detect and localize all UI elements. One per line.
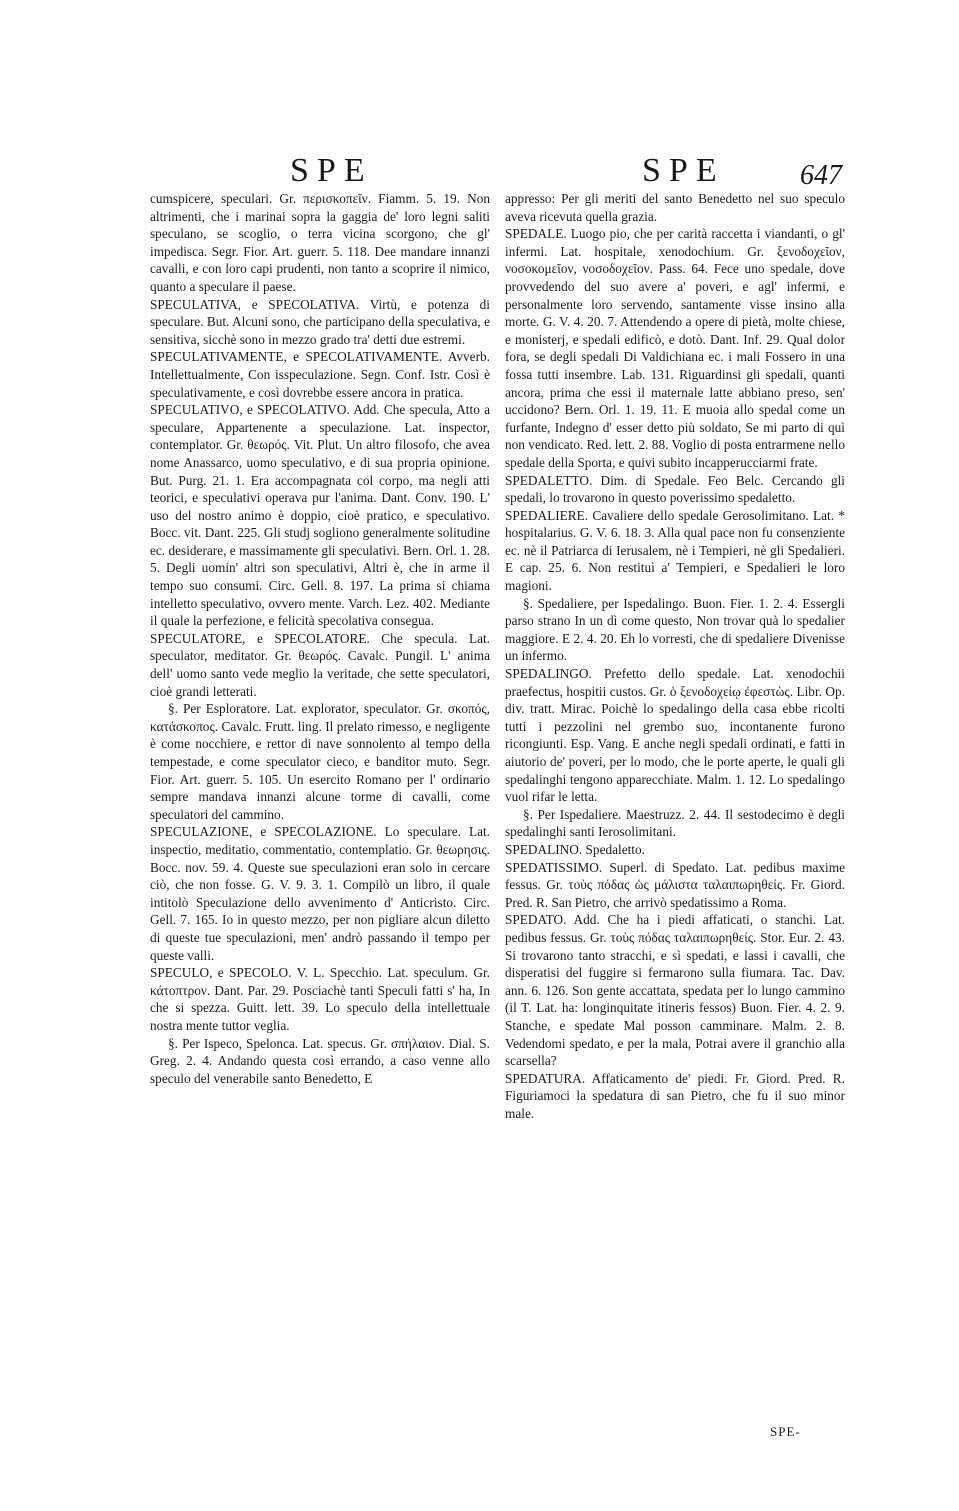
entry-spedatura: SPEDATURA. Affaticamento de' piedi. Fr. Giord. Pred. R. Figuriamoci la spedatura di san Pietro, che fu il suo minor male. xyxy=(505,1070,845,1121)
catchword: SPE- xyxy=(770,1424,801,1439)
entry-spedalingo: SPEDALINGO. Prefetto dello spedale. Lat. xenodochii praefectus, hospitii custos. Gr. ὁ ξενοδοχείῳ ἐφεστὼς. Libr. Op. div. tratt. Mirac. Poichè lo spedalingo della casa ebbe ricolti tutti i pezzolini nel grembo suo, incontanente furono ricongiunti. Esp. Vang. E anche negli spedali ordinati, e fatti in aiutorio de' poveri, per lo modo, che le porte aperte, le quali gli spedalinghi tengono apparecchiate. Malm. 1. 12. Lo spedalingo vuol rifar le letta. xyxy=(505,666,845,805)
entry-spedaletto: SPEDALETTO. Dim. di Spedale. Feo Belc. Cercando gli spedali, lo trovarono in questo poverissimo spedaletto. xyxy=(505,472,845,506)
entry-spedalingo-sense: §. Per Ispedaliere. Maestruzz. 2. 44. Il sestodecimo è degli spedalinghi santi Ierosolimitani. xyxy=(505,806,845,840)
entry-spedale: SPEDALE. Luogo pio, che per carità raccetta i viandanti, o gl' infermi. Lat. hospitale, xenodochium. Gr. ξενοδοχεῖον, νοσοκομεῖον, νοσοδοχεῖον. Pass. 64. Fece uno spedale, dove provvedendo del suo avere a' poveri, e agl' infermi, e personalmente loro servendo, santamente visse insino alla morte. G. V. 4. 20. 7. Attendendo a opere di pietà, molte chiese, e monisterj, e spedali edificò, e dotò. Dant. Inf. 29. Qual dolor fora, se degli spedali Di Valdichiana ec. i mali Fossero in una fossa tutti insembre. Lab. 131. Riguardinsi gli spedali, quanti ancora, prima che essi il maternale latte abbiano preso, sen' uccidono? Bern. Orl. 1. 19. 11. E muoia allo spedal come un furfante, Indegno d' esser detto più soldato, Se mi parto di quì non vendicato. Red. lett. 2. 88. Voglio di posta entrarmene nello spedale della Sporta, e quivi subito incapperucciarmi frate. xyxy=(505,226,845,470)
entry-spedatissimo: SPEDATISSIMO. Superl. di Spedato. Lat. pedibus maxime fessus. Gr. τοὺς πόδας ὡς μάλιστα ταλαιπωρηθείς. Fr. Giord. Pred. R. San Pietro, che arrivò spedatissimo a Roma. xyxy=(505,859,845,910)
entry-spedaliere-sense: §. Spedaliere, per Ispedalingo. Buon. Fier. 1. 2. 4. Essergli parso strano In un dì come questo, Non trovar quà lo spedalier maggiore. E 2. 4. 20. Eh lo vorresti, che di spedaliere Divenisse un infermo. xyxy=(505,595,845,664)
entry-continuation-right: appresso: Per gli meriti del santo Benedetto nel suo speculo aveva ricevuta quella grazia. xyxy=(505,191,845,224)
right-running-head: SPE xyxy=(642,152,725,189)
entry-speculazione: SPECULAZIONE, e SPECOLAZIONE. Lo speculare. Lat. inspectio, meditatio, commentatio, contemplatio. Gr. θεωρησις. Bocc. nov. 59. 4. Queste sue speculazioni eran solo in cercare ciò, che non fosse. G. V. 9. 3. 1. Compilò un libro, il quale intitolò Speculazione dello avvenimento d' Anticristo. Circ. Gell. 7. 165. Io in questo mezzo, per non pigliare alcun diletto di queste tue speculazioni, men' andrò passando il tempo per queste valli. xyxy=(150,824,490,963)
entry-speculativo: SPECULATIVO, e SPECOLATIVO. Add. Che specula, Atto a speculare, Appartenente a speculazione. Lat. inspector, contemplator. Gr. θεωρός. Vit. Plut. Un altro filosofo, che avea nome Anassarco, uomo speculativo, e di sua propria opinione. But. Purg. 21. 1. Era accompagnata col corpo, ma negli atti teorici, e speculativi operava pur l'anima. Dant. Conv. 190. L' uso del nostro animo è doppio, cioè pratico, e speculativo. Bocc. vit. Dant. 225. Gli studj sogliono generalmente solitudine ec. desiderare, e massimamente gli speculativi. Bern. Orl. 1. 28. 5. Degli uomin' altri son speculativi, Altri è, che in arme il tempo suo consumi. Circ. Gell. 8. 197. La prima si chiama intelletto speculativo, ovvero mente. Varch. Lez. 402. Mediante il quale la perfezione, e felicità specolativa consegua. xyxy=(150,402,490,629)
right-column xyxy=(505,190,845,1122)
left-column xyxy=(150,190,490,1087)
entry-spedaliere: SPEDALIERE. Cavaliere dello spedale Gerosolimitano. Lat. * hospitalarius. G. V. 6. 18. 3. Alla qual pace non fu consenziente ec. nè il Patriarca di Ierusalem, nè i Tempieri, nè gli Spedalieri. E cap. 25. 6. Non restituì a' Tempieri, e Spedalieri le loro magioni. xyxy=(505,507,845,594)
entry-spedato: SPEDATO. Add. Che ha i piedi affaticati, o stanchi. Lat. pedibus fessus. Gr. τοὺς πόδας ταλαιπωρηθείς. Stor. Eur. 2. 43. Si trovarono tanto stracchi, e sì spedati, e lassi i cavalli, che disperatisi del fuggire si fermarono sulla fiumara. Tac. Dav. ann. 6. 126. Son gente accattata, spedata per lo lungo cammino (il T. Lat. ha: longinquitate itineris fessos) Buon. Fier. 4. 2. 9. Stanche, e spedate Mal posson camminare. Malm. 2. 8. Vedendomi spedato, e per la mala, Potrai avere il granchio alla scarsella? xyxy=(505,912,845,1069)
entry-speculativamente: SPECULATIVAMENTE, e SPECOLATIVAMENTE. Avverb. Intellettualmente, Con isspeculazione. Segn. Conf. Istr. Così è speculativamente, e così dovrebbe essere ancora in pratica. xyxy=(150,349,490,400)
entry-spedalino: SPEDALINO. Spedaletto. xyxy=(505,841,645,857)
left-running-head: SPE xyxy=(290,152,373,189)
page-number: 647 xyxy=(800,160,842,191)
entry-continuation: cumspicere, speculari. Gr. περισκοπεῖν. Fiamm. 5. 19. Non altrimenti, che i marinai sopra la gaggia de' loro legni saliti speculano, se scoglio, o terra vicina scorgono, che gl' impedisca. Segr. Fior. Art. guerr. 5. 118. Dee mandare innanzi cavalli, e con loro capi prudenti, non tanto a scoprire il nimico, quanto a speculare il paese. xyxy=(150,191,490,294)
entry-speculatore: SPECULATORE, e SPECOLATORE. Che specula. Lat. speculator, meditator. Gr. θεωρός. Cavalc. Pungil. L' anima dell' uomo santo vede meglio la veritade, che sette speculatori, cioè grandi letterati. xyxy=(150,630,490,699)
entry-speculatore-sense: §. Per Esploratore. Lat. explorator, speculator. Gr. σκοπός, κατάσκοπος. Cavalc. Frutt. ling. Il prelato rimesso, e negligente è come nocchiere, e rettor di nave sonnolento al tempo della tempestade, e come speculator cieco, e banditor muto. Segr. Fior. Art. guerr. 5. 105. Un esercito Romano per l' ordinario sempre mandava innanzi alcune torme di cavalli, come speculatori del cammino. xyxy=(150,701,490,822)
entry-speculo: SPECULO, e SPECOLO. V. L. Specchio. Lat. speculum. Gr. κάτοπτρον. Dant. Par. 29. Posciachè tanti Speculi fatti s' ha, In che si spezza. Guitt. lett. 39. Lo speculo della intellettuale nostra mente tuttor veglia. xyxy=(150,965,490,1033)
entry-speculo-sense: §. Per Ispeco, Spelonca. Lat. specus. Gr. σπήλαιον. Dial. S. Greg. 2. 4. Andando questa così errando, a caso venne allo speculo del venerabile santo Benedetto, E xyxy=(150,1035,490,1086)
entry-speculativa: SPECULATIVA, e SPECOLATIVA. Virtù, e potenza di speculare. But. Alcuni sono, che participano della speculativa, e sensitiva, sicchè sono in mezzo grado tra' detti due estremi. xyxy=(150,296,490,347)
